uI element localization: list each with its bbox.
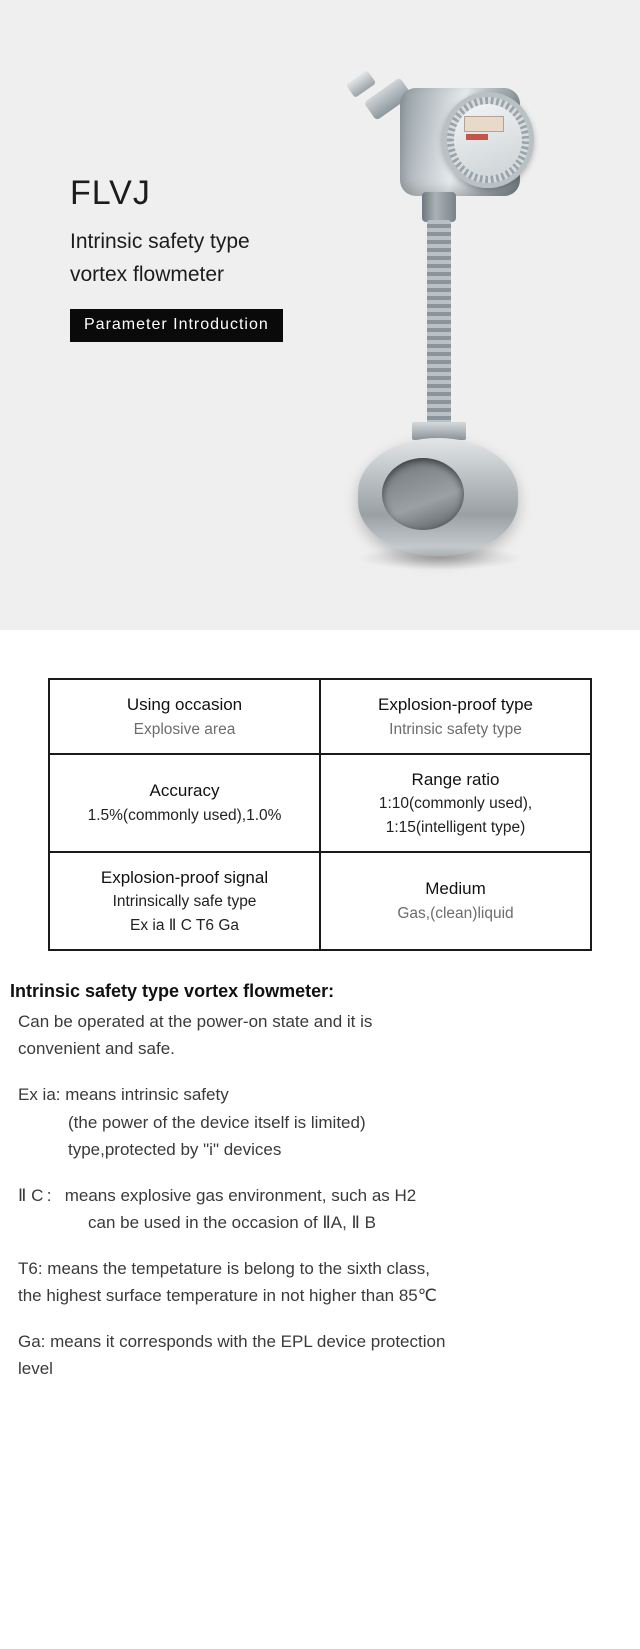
- spacer: [10, 1237, 630, 1255]
- intro-line-1: Can be operated at the power-on state and it is: [18, 1011, 373, 1031]
- cell-value-line2: Ex ia Ⅱ C T6 Ga: [130, 916, 239, 934]
- hero-text-block: [70, 175, 370, 342]
- description-heading: Intrinsic safety type vortex flowmeter:: [10, 980, 335, 1001]
- ga-line-2: level: [18, 1359, 53, 1379]
- product-subtitle-line1: Intrinsic safety type: [70, 230, 250, 254]
- iic-line-1: Ⅱ C : means explosive gas environment, such as H2: [18, 1185, 417, 1205]
- cell-explosion-proof-signal: [49, 852, 320, 950]
- iic-line-2: can be used in the occasion of ⅡA, Ⅱ B: [88, 1213, 376, 1233]
- housing-neck: [422, 192, 456, 222]
- t6-line-1: T6: means the tempetature is belong to the sixth class,: [18, 1258, 430, 1278]
- ga-line-1: Ga: means it corresponds with the EPL device protection: [18, 1331, 446, 1351]
- product-subtitle-line2: vortex flowmeter: [70, 262, 225, 286]
- cell-label: Medium: [425, 879, 486, 899]
- display-cap-ring: [442, 92, 534, 188]
- intro-line-2: convenient and safe.: [18, 1039, 175, 1059]
- parameter-introduction-badge: Parameter Introduction: [70, 309, 283, 342]
- extension-stem: [427, 220, 451, 430]
- sensor-bore: [382, 458, 464, 530]
- table-row: [49, 679, 591, 754]
- cell-label: Using occasion: [126, 695, 243, 714]
- exia-line-1: Ex ia: means intrinsic safety: [18, 1084, 229, 1104]
- hero-banner: [0, 0, 640, 630]
- cell-label: Range ratio: [411, 769, 500, 789]
- cell-value: 1.5%(commonly used),1.0%: [87, 806, 282, 824]
- exia-line-3: type,protected by "i" devices: [68, 1140, 282, 1160]
- cell-value: Intrinsic safety type: [389, 720, 522, 738]
- drop-shadow: [356, 546, 524, 570]
- spacer: [10, 1164, 630, 1182]
- lcd-display: [464, 116, 504, 132]
- cell-value-line2: 1:15(intelligent type): [385, 818, 526, 836]
- table-row: [49, 852, 591, 950]
- cell-value: Explosive area: [133, 720, 236, 738]
- cell-accuracy: [49, 754, 320, 852]
- cell-value: Gas,(clean)liquid: [397, 904, 514, 922]
- cell-range-ratio: [320, 754, 591, 852]
- cell-value-line1: Intrinsically safe type: [112, 893, 257, 911]
- cell-label: Accuracy: [149, 781, 220, 801]
- cell-medium: [320, 852, 591, 950]
- description-section: [0, 951, 640, 1423]
- cell-label: Explosion-proof signal: [100, 867, 269, 887]
- product-model-title: FLVJ: [70, 174, 151, 212]
- specification-section: [0, 630, 640, 951]
- spacer: [10, 1310, 630, 1328]
- specification-table: [48, 678, 592, 951]
- cell-using-occasion: [49, 679, 320, 754]
- cell-explosion-proof-type: [320, 679, 591, 754]
- cable-gland-tip-icon: [346, 70, 376, 98]
- table-row: [49, 754, 591, 852]
- vortex-flowmeter-illustration: [330, 70, 580, 590]
- product-subtitle: [70, 226, 370, 291]
- lcd-display-indicator: [466, 134, 488, 140]
- spacer: [10, 1063, 630, 1081]
- cell-label: Explosion-proof type: [378, 695, 533, 714]
- t6-line-2: the highest surface temperature in not higher than 85℃: [18, 1286, 437, 1306]
- cell-value-line1: 1:10(commonly used),: [378, 795, 533, 813]
- exia-line-2: (the power of the device itself is limited): [68, 1112, 366, 1132]
